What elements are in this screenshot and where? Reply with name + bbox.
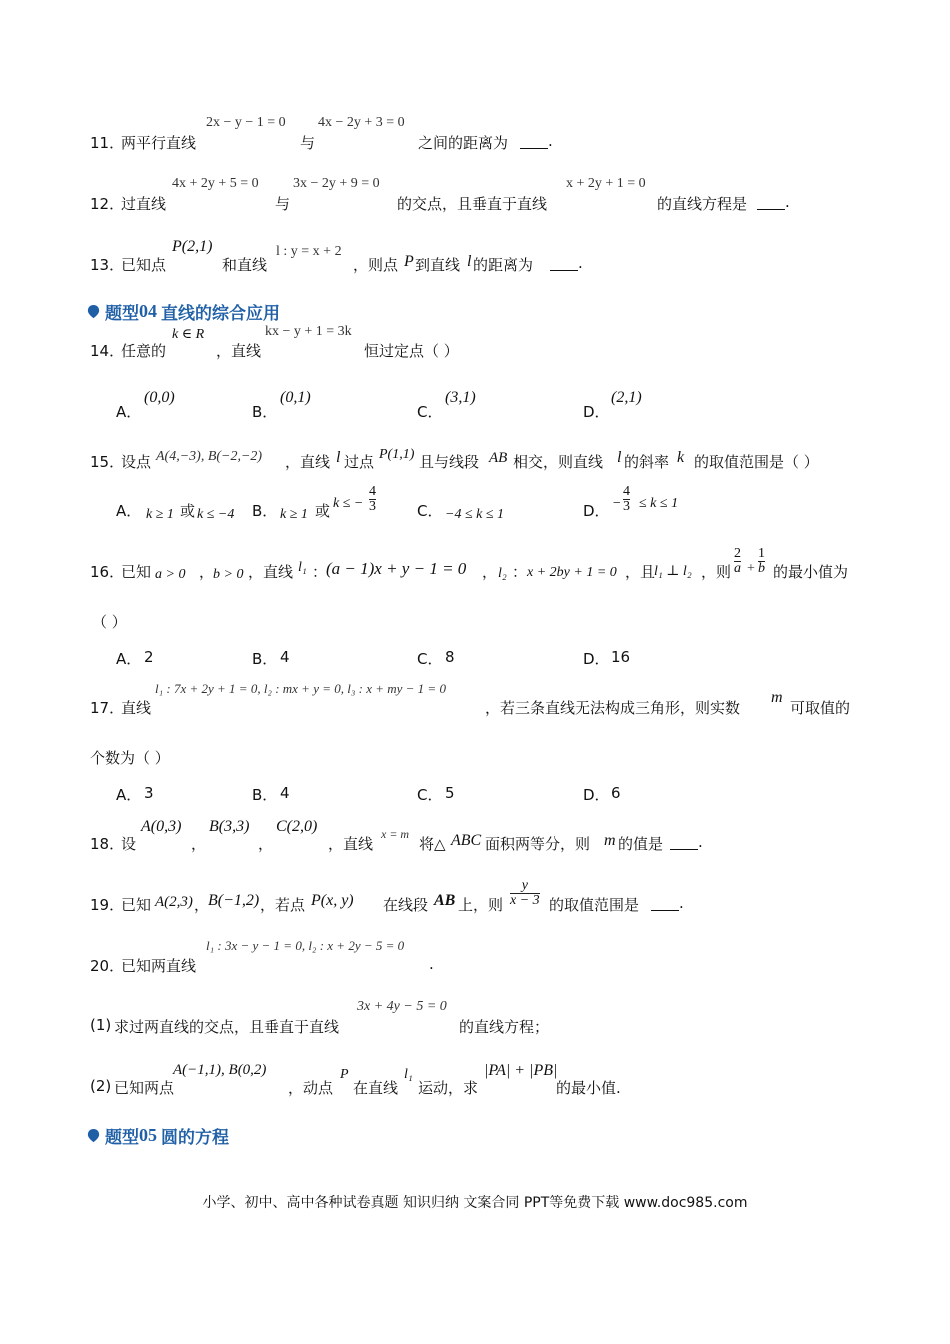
question-text: 直线 (121, 699, 152, 717)
variable: l (617, 449, 622, 466)
question-text: ，且 (625, 563, 656, 581)
option-value: 16 (611, 648, 631, 666)
question-number: 19． (90, 896, 125, 914)
question-text: 已知 (121, 563, 152, 581)
equation: l : y = x + 2 (276, 244, 342, 259)
location-pin-icon (86, 304, 101, 319)
question-text: 和直线 (222, 256, 268, 274)
question-text: 之间的距离为 (418, 134, 509, 152)
option-value: 5 (445, 784, 455, 802)
part-number: (2) (90, 1077, 112, 1095)
equation: (a − 1)x + y − 1 = 0 (326, 559, 467, 578)
question-text: 恒过定点（ ） (364, 342, 459, 360)
question-text: 的最小值为 (773, 563, 849, 581)
option-label: C． (417, 403, 443, 421)
question-text: ，直线 (248, 563, 294, 581)
question-text: 相交，则直线 (513, 453, 604, 471)
question-text: ： (312, 563, 328, 581)
section-title: 直线的综合应用 (161, 304, 280, 324)
question-text: 到直线 (415, 256, 461, 274)
question-text: 的直线方程； (459, 1018, 550, 1036)
numerator: 1 (758, 546, 765, 561)
question-text: 面积两等分，则 (485, 835, 591, 853)
option-value: 6 (611, 784, 621, 802)
condition: k ∈ R (172, 327, 205, 342)
option-label: D． (583, 502, 610, 520)
points: A(−1,1), B(0,2) (173, 1062, 267, 1078)
option-label: B． (252, 502, 278, 520)
question-text: 的直线方程是 (657, 195, 748, 213)
point: A(0,3) (141, 818, 182, 835)
question-text: 已知两点 (114, 1079, 175, 1097)
question-text: ， (191, 835, 207, 853)
option-label: D． (583, 650, 610, 668)
question-text: . (698, 833, 703, 851)
line-name: l₂ (498, 566, 507, 581)
question-text: . (578, 254, 583, 272)
point: B(−1,2) (208, 892, 260, 909)
question-text: ， (482, 563, 498, 581)
question-text: 的交点，且垂直于直线 (397, 195, 548, 213)
triangle-name: ABC (451, 832, 482, 849)
variable: l (336, 449, 341, 466)
option-value: 4 (280, 648, 290, 666)
option-label: C． (417, 502, 443, 520)
variable: P (404, 253, 414, 270)
equation: 3x − 2y + 9 = 0 (293, 176, 380, 191)
section-heading-05 (86, 1123, 229, 1148)
section-title: 圆的方程 (161, 1128, 229, 1148)
question-text: 已知点 (121, 256, 167, 274)
question-text: 任意的 (121, 342, 167, 360)
option-text: 或 (180, 502, 196, 520)
option-value: 2 (144, 648, 154, 666)
numerator: 4 (623, 484, 630, 499)
question-text: 个数为（ ） (90, 749, 170, 767)
fraction (623, 485, 630, 514)
equation: x + 2y + 1 = 0 (566, 176, 646, 191)
equation: 2x − y − 1 = 0 (206, 115, 286, 130)
question-text: . (548, 132, 553, 150)
question-text: 的最小值. (556, 1079, 621, 1097)
question-text: ，则点 (353, 256, 399, 274)
plus-sign: + (747, 561, 755, 576)
question-number: 11． (90, 134, 125, 152)
option-value: k ≥ 1 (280, 507, 308, 522)
question-number: 18． (90, 835, 125, 853)
question-number: 16． (90, 563, 125, 581)
question-text: ， (199, 563, 215, 581)
question-text: . (429, 955, 434, 973)
question-text: . (679, 894, 684, 912)
condition: l₁ ⊥ l₂ (654, 564, 692, 579)
numerator: 4 (369, 484, 376, 499)
option-value: ≤ k ≤ 1 (639, 496, 679, 511)
answer-blank (757, 195, 785, 210)
question-text: ，若点 (260, 896, 306, 914)
equation: x + 2by + 1 = 0 (527, 565, 617, 580)
option-value: − (612, 496, 622, 511)
question-number: 13． (90, 256, 125, 274)
question-text: 可取值的 (790, 699, 851, 717)
page-footer: 小学、初中、高中各种试卷真题 知识归纳 文案合同 PPT等免费下载 www.doc985.com (202, 1195, 748, 1211)
question-text: 运动，求 (418, 1079, 479, 1097)
equation: x = m (381, 827, 410, 841)
fraction (734, 547, 741, 576)
denominator: 3 (369, 499, 376, 514)
answer-blank (550, 256, 578, 271)
question-number: 14． (90, 342, 125, 360)
option-value: 8 (445, 648, 455, 666)
option-label: A． (116, 650, 142, 668)
numerator: y (521, 878, 528, 893)
question-number: 12． (90, 195, 125, 213)
option-label: C． (417, 650, 443, 668)
option-value: (3,1) (445, 389, 476, 406)
points: A(4,−3), B(−2,−2) (156, 449, 263, 464)
variable: m (771, 689, 783, 706)
point: P(2,1) (172, 238, 213, 255)
variable: m (604, 832, 616, 849)
answer-blank (651, 896, 679, 911)
denominator: a (734, 561, 741, 576)
option-value: −4 ≤ k ≤ 1 (445, 507, 505, 522)
question-text: ，动点 (288, 1079, 334, 1097)
variable: l (467, 253, 472, 270)
question-number: 20． (90, 957, 125, 975)
point: B(3,3) (209, 818, 250, 835)
option-value: k ≤ −4 (197, 507, 235, 522)
question-text: 在直线 (353, 1079, 399, 1097)
section-number: 04 (139, 301, 157, 321)
question-text: 过直线 (121, 195, 167, 213)
question-text: 的取值范围是（ ） (694, 453, 819, 471)
option-value: (0,1) (280, 389, 311, 406)
variable: P (340, 1067, 349, 1082)
option-label: D． (583, 786, 610, 804)
option-label: C． (417, 786, 443, 804)
equation: 4x + 2y + 5 = 0 (172, 176, 259, 191)
point: A(2,3) (155, 894, 193, 910)
fraction (369, 485, 376, 514)
denominator: x − 3 (510, 893, 540, 908)
equation: l₁ : 7x + 2y + 1 = 0, l₂ : mx + y = 0, l₃ : x + my − 1 = 0 (155, 681, 446, 696)
equation: l₁ : 3x − y − 1 = 0, l₂ : x + 2y − 5 = 0 (206, 938, 405, 953)
question-text: 上，则 (458, 896, 504, 914)
question-text: 的斜率 (624, 453, 670, 471)
option-value: (0,0) (144, 389, 175, 406)
option-value: (2,1) (611, 389, 642, 406)
section-number: 05 (139, 1125, 157, 1145)
option-label: A． (116, 502, 142, 520)
part-number: (1) (90, 1016, 112, 1034)
question-text: ，则 (701, 563, 732, 581)
option-value: 4 (280, 784, 290, 802)
question-text: 设点 (121, 453, 152, 471)
denominator: 3 (623, 499, 630, 514)
equation: kx − y + 1 = 3k (265, 324, 352, 339)
question-text: 两平行直线 (121, 134, 197, 152)
question-text: 将△ (419, 835, 446, 853)
numerator: 2 (734, 546, 741, 561)
section-tag: 题型 (105, 304, 139, 324)
option-value: k ≥ 1 (146, 507, 174, 522)
segment: AB (489, 450, 508, 466)
point: P(x, y) (311, 892, 354, 909)
question-text: ， (194, 896, 210, 914)
point: C(2,0) (276, 818, 318, 835)
question-number: 17． (90, 699, 125, 717)
point: P(1,1) (379, 447, 415, 462)
question-text: 在线段 (383, 896, 429, 914)
question-text: （ ） (92, 613, 127, 631)
option-text: 或 (315, 502, 331, 520)
option-label: D． (583, 403, 610, 421)
question-text: 求过两直线的交点，且垂直于直线 (114, 1018, 340, 1036)
option-label: B． (252, 786, 278, 804)
question-text: 且与线段 (419, 453, 480, 471)
condition: b > 0 (213, 567, 244, 582)
option-label: B． (252, 650, 278, 668)
question-text: ，直线 (285, 453, 331, 471)
denominator: b (758, 561, 765, 576)
option-value: 3 (144, 784, 154, 802)
section-heading-04 (86, 299, 280, 324)
option-value: k ≤ − (333, 496, 364, 511)
option-label: B． (252, 403, 278, 421)
variable: k (677, 449, 685, 466)
line-name: l₁ (404, 1067, 413, 1082)
question-number: 15． (90, 453, 125, 471)
section-tag: 题型 (105, 1128, 139, 1148)
segment: AB (434, 892, 456, 909)
question-text: ： (512, 563, 528, 581)
question-text: ，直线 (216, 342, 262, 360)
question-text: ，若三条直线无法构成三角形，则实数 (485, 699, 741, 717)
expression: |PA| + |PB| (484, 1062, 558, 1079)
equation: 3x + 4y − 5 = 0 (357, 999, 447, 1014)
question-text: 过点 (344, 453, 375, 471)
question-text: . (785, 193, 790, 211)
question-text: 已知两直线 (121, 957, 197, 975)
question-text: 与 (275, 195, 291, 213)
question-text: ， (258, 835, 274, 853)
equation: 4x − 2y + 3 = 0 (318, 115, 405, 130)
question-text: 的取值范围是 (549, 896, 640, 914)
question-text: 与 (300, 134, 316, 152)
option-label: A． (116, 403, 142, 421)
condition: a > 0 (155, 567, 186, 582)
question-text: 设 (121, 835, 137, 853)
option-label: A． (116, 786, 142, 804)
location-pin-icon (86, 1128, 101, 1143)
question-text: 的值是 (618, 835, 664, 853)
question-text: 已知 (121, 896, 152, 914)
line-name: l₁ (298, 560, 307, 575)
fraction (510, 879, 540, 908)
fraction (758, 547, 765, 576)
answer-blank (520, 134, 548, 149)
answer-blank (670, 835, 698, 850)
question-text: 的距离为 (473, 256, 534, 274)
question-text: ，直线 (328, 835, 374, 853)
